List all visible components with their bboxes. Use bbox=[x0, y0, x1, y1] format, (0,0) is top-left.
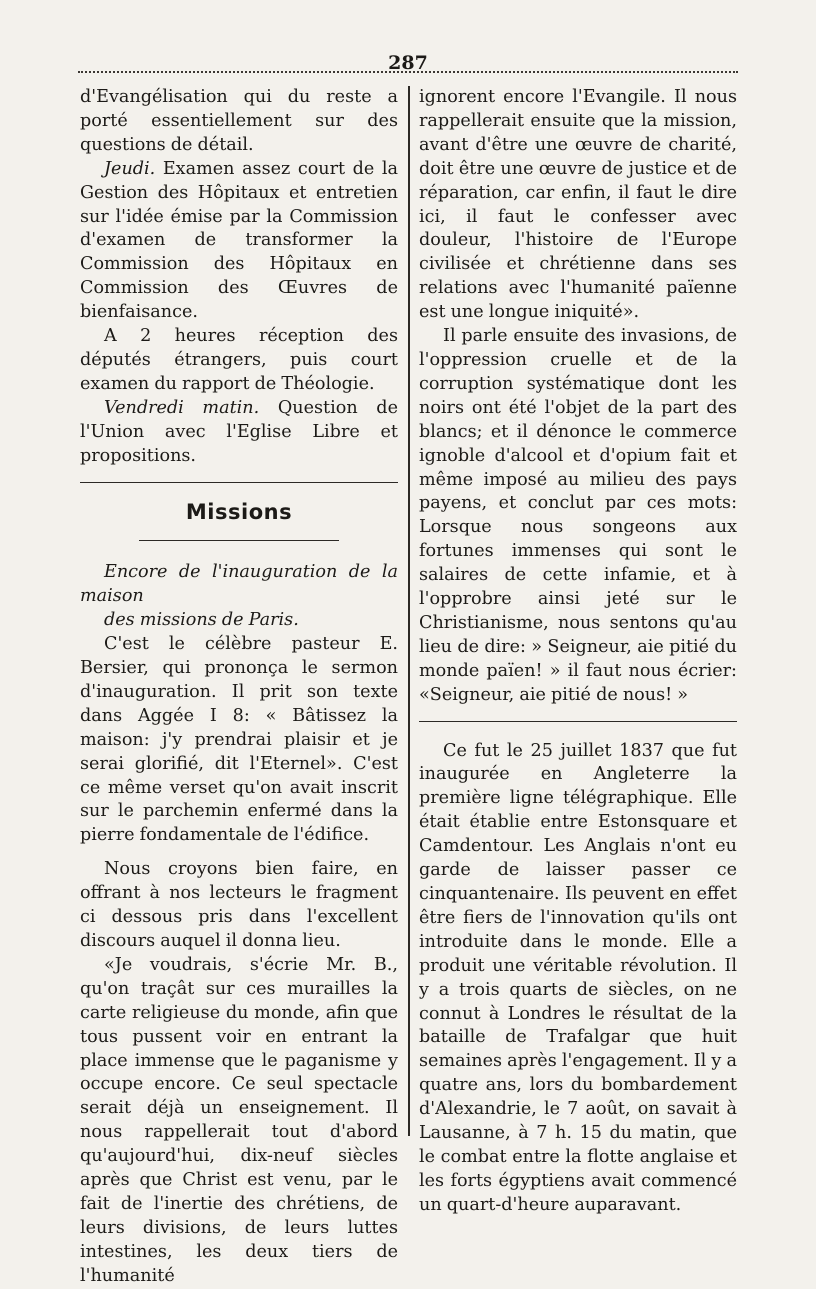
day-label: Jeudi. bbox=[104, 158, 156, 179]
paragraph: d'Evangélisation qui du reste a porté essentiellement sur des questions de détail. bbox=[80, 87, 398, 155]
paragraph: ignorent encore l'Evangile. Il nous rappellerait ensuite que la mission, avant d'être une œuvre de charité, doit être une œuvre de justice et de réparation, car enfin, il faut le dire ici, il faut le confesser avec douleur, l'histoire de l'Europe civilisée et chrétienne dans ses relations avec l'humanité païenne est une longue iniquité». bbox=[419, 87, 737, 323]
day-label: Vendredi matin. bbox=[104, 397, 260, 418]
page-number: 287 bbox=[388, 52, 428, 74]
paragraph-text: Question de l'Union avec l'Eglise Libre et propositions. bbox=[80, 397, 398, 466]
section-divider bbox=[80, 482, 398, 483]
paragraph: «Je voudrais, s'écrie Mr. B., qu'on traçât sur ces murailles la carte religieuse du monde, afin que tous pussent voir en entrant la place immense que le paganisme y occupe encore. Ce seul spectacle serait déjà un enseignement. Il nous rappellerait tout d'abord qu'aujourd'hui, dix-neuf siècles après que Christ est venu, par le fait de l'inertie des chrétiens, de leurs divisions, de leurs luttes intestines, les deux tiers de l'humanité bbox=[80, 954, 398, 1286]
paragraph bbox=[80, 158, 398, 325]
paragraph: A 2 heures réception des députés étrangers, puis court examen du rapport de Théologie. bbox=[80, 326, 398, 394]
article-divider bbox=[419, 721, 737, 722]
paragraph: Nous croyons bien faire, en offrant à nos lecteurs le fragment ci dessous pris dans l'excellent discours auquel il donna lieu. bbox=[80, 859, 398, 951]
paragraph-text: Examen assez court de la Gestion des Hôpitaux et entretien sur l'idée émise par la Commission d'examen de transformer la Commission des Hôpitaux en Commission des Œuvres de bienfaisance. bbox=[80, 158, 398, 323]
article-subtitle-continued: des missions de Paris. bbox=[104, 610, 299, 631]
left-column bbox=[80, 86, 398, 1289]
paragraph: Il parle ensuite des invasions, de l'oppression cruelle et de la corruption systématique dont les noirs ont été l'objet de la part des blancs; et il dénonce le commerce ignoble d'alcool et d'opium fait et même imposé au milieu des pays payens, et conclut par ces mots: Lorsque nous songeons aux fortunes immenses qui sont le salaires de cette infamie, et à l'opprobre ainsi jeté sur le Christianisme, nous sentons qu'au lieu de dire: » Seigneur, aie pitié du monde païen! » il faut nous écrier: «Seigneur, aie pitié de nous! » bbox=[419, 326, 737, 705]
article-subtitle: Encore de l'inauguration de la maison bbox=[80, 562, 398, 607]
header-rule bbox=[78, 71, 738, 73]
column-divider bbox=[408, 86, 410, 1136]
spacer bbox=[80, 848, 398, 858]
right-column bbox=[419, 86, 737, 1218]
title-divider bbox=[139, 540, 339, 541]
section-title: Missions bbox=[185, 499, 293, 524]
paragraph: Ce fut le 25 juillet 1837 que fut inaugurée en Angleterre la première ligne télégraphique. Elle était établie entre Estonsquare et Camdentour. Les Anglais n'ont eu garde de laisser passer ce cinquantenaire. Ils peuvent en effet être fiers de l'innovation qu'ils ont introduite dans le monde. Elle a produit une véritable révolution. Il y a trois quarts de siècles, on ne connut à Londres le résultat de la bataille de Trafalgar que huit semaines après l'engagement. Il y a quatre ans, lors du bombardement d'Alexandrie, le 7 août, on savait à Lausanne, à 7 h. 15 du matin, que le combat entre la flotte anglaise et les forts égyptiens avait commencé un quart-d'heure auparavant. bbox=[419, 740, 737, 1215]
paragraph bbox=[80, 397, 398, 469]
paragraph: C'est le célèbre pasteur E. Bersier, qui prononça le sermon d'inauguration. Il prit son texte dans Aggée I 8: « Bâtissez la maison: j'y prendrai plaisir et je serai glorifié, dit l'Eternel». C'est ce même verset qu'on avait inscrit sur le parchemin enfermé dans la pierre fondamentale de l'édifice. bbox=[80, 634, 398, 846]
